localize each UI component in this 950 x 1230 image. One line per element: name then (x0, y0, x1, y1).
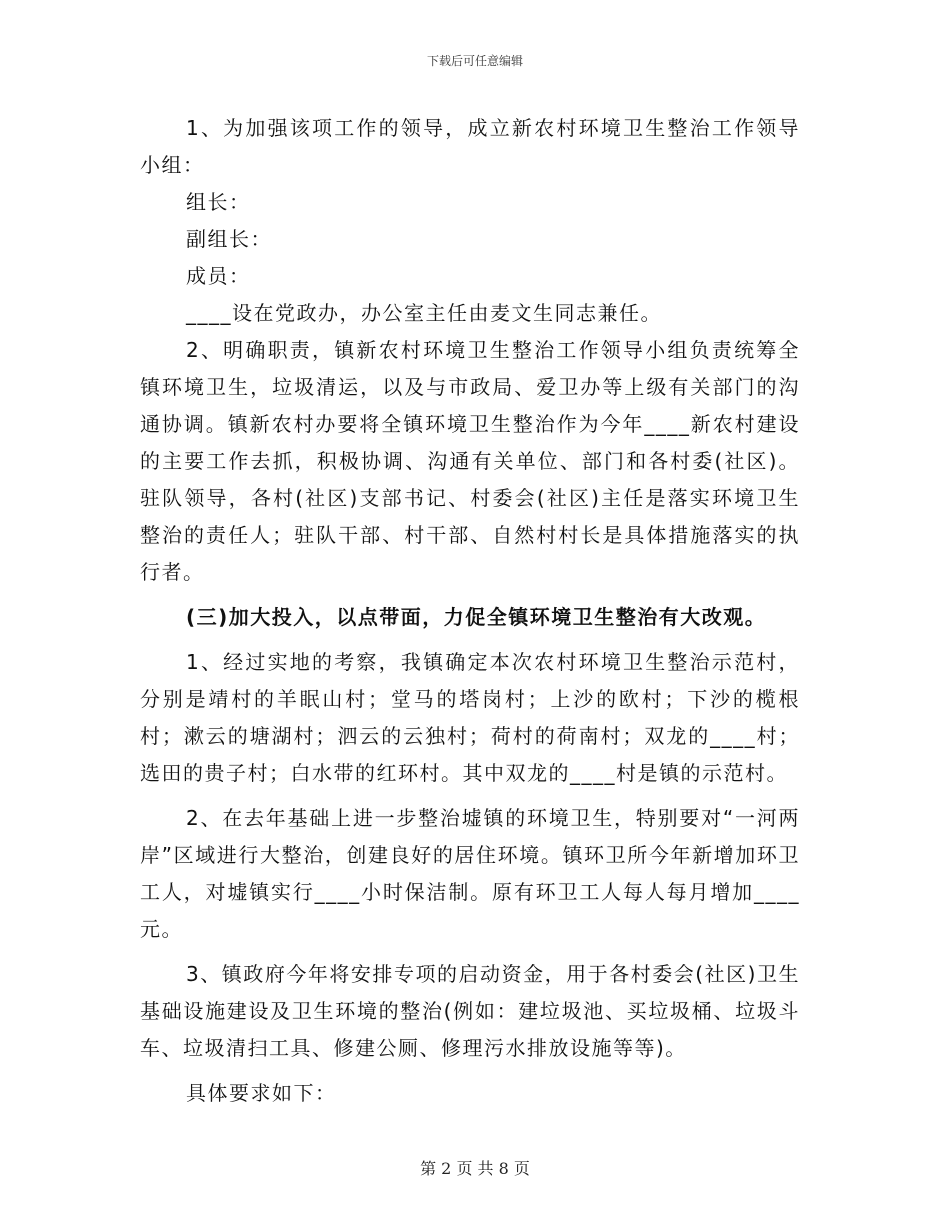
paragraph-office: ____设在党政办，办公室主任由麦文生同志兼任。 (186, 301, 662, 325)
paragraph-responsibilities: 2、明确职责，镇新农村环境卫生整治工作领导小组负责统筹全镇环境卫生，垃圾清运，以及与市政局、爱卫办等上级有关部门的沟通协调。镇新农村办要将全镇环境卫生整治作为今年____新农村建设的主要工作去抓，积极协调、沟通有关单位、部门和各村委(社区)。驻队领导，各村(社区)支部书记、村委会(社区)主任是落实环境卫生整治的责任人；驻队干部、村干部、自然村村长是具体措施落实的执行者。 (140, 338, 800, 584)
paragraph-funding: 3、镇政府今年将安排专项的启动资金，用于各村委会(社区)卫生基础设施建设及卫生环境的整治(例如：建垃圾池、买垃圾桶、垃圾斗车、垃圾清扫工具、修建公厕、修理污水排放设施等等)。 (140, 962, 800, 1060)
paragraph-leadership-group: 1、为加强该项工作的领导，成立新农村环境卫生整治工作领导小组： (140, 116, 800, 177)
paragraph-group-leader: 组长： (186, 190, 251, 214)
document-body (140, 110, 800, 1112)
page-header: 下载后可任意编辑 (426, 54, 523, 68)
section-heading-investment: (三)加大投入，以点带面，力促全镇环境卫生整治有大改观。 (186, 605, 767, 629)
paragraph-members: 成员： (186, 264, 251, 288)
page-footer: 第 2 页 共 8 页 (420, 1159, 530, 1178)
paragraph-deputy-leader: 副组长： (186, 227, 272, 251)
paragraph-town-sanitation: 2、在去年基础上进一步整治墟镇的环境卫生，特别要对“一河两岸”区域进行大整治，创建良好的居住环境。镇环卫所今年新增加环卫工人，对墟镇实行____小时保洁制。原有环卫工人每人每月增加____元。 (140, 806, 800, 941)
paragraph-demo-villages: 1、经过实地的考察，我镇确定本次农村环境卫生整治示范村，分别是靖村的羊眠山村；堂马的塔岗村；上沙的欧村；下沙的榄根村；漱云的塘湖村；泗云的云独村；荷村的荷南村；双龙的____村；选田的贵子村；白水带的红环村。其中双龙的____村是镇的示范村。 (140, 650, 800, 785)
paragraph-requirements: 具体要求如下： (186, 1081, 337, 1105)
